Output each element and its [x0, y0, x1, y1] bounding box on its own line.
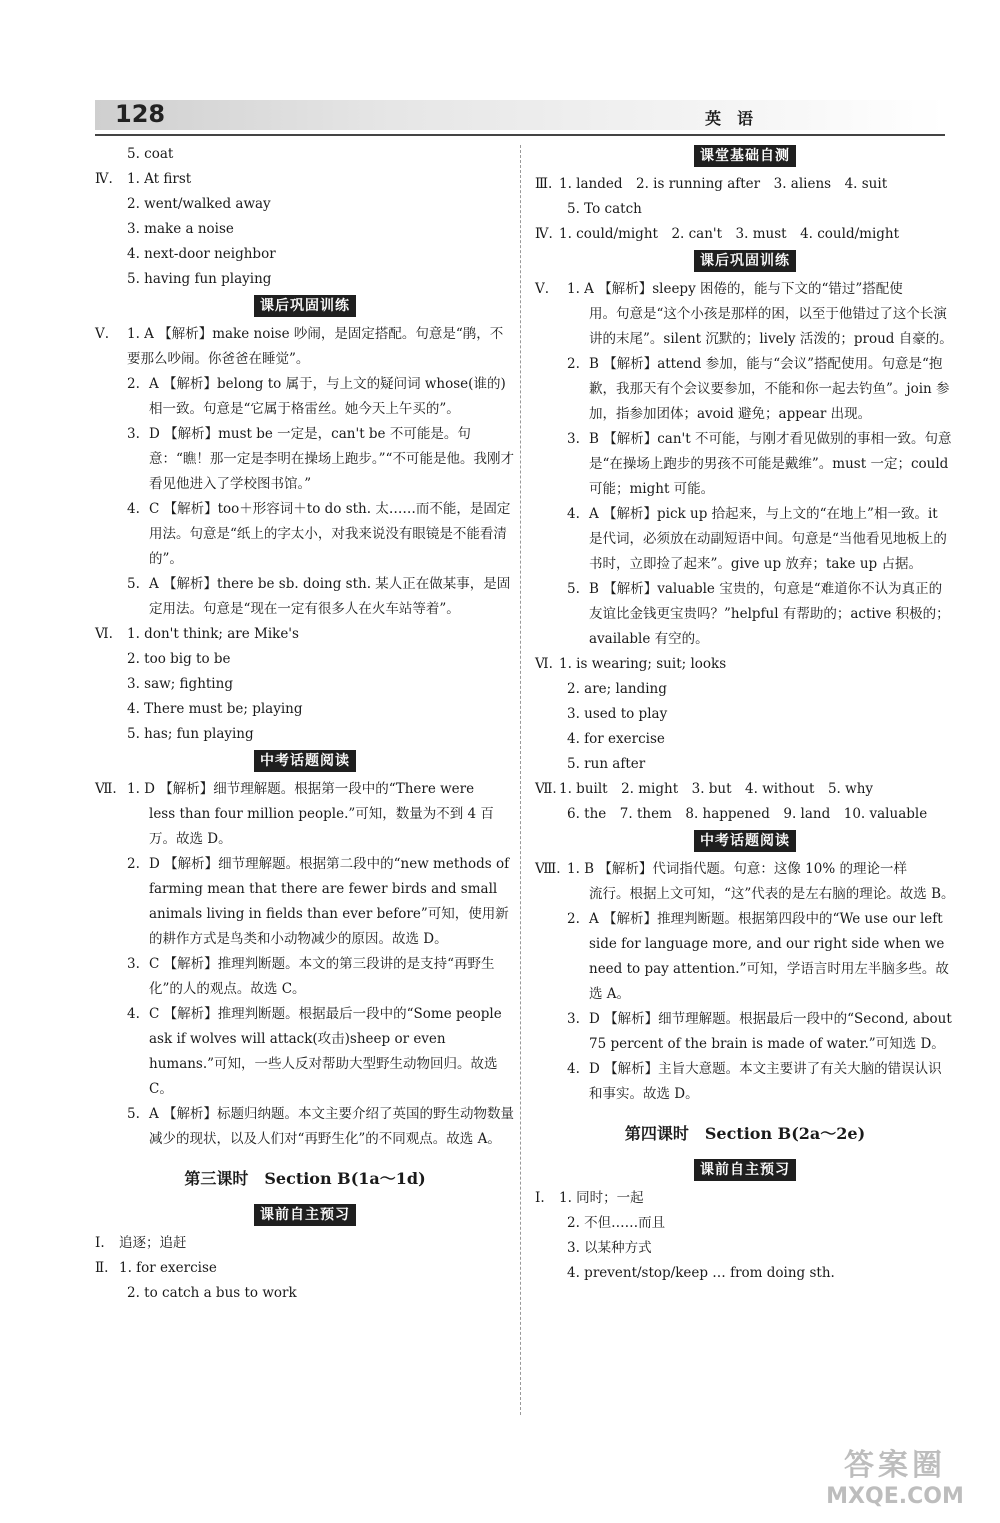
answer-item: 2. 不但……而且 — [567, 1215, 666, 1231]
answer-text: A 【解析】标题归纳题。本文主要介绍了英国的野生动物数量减少的现状，以及人们对“再野生化”的不同观点。故选 A。 — [149, 1106, 515, 1147]
lesson-title: 第三课时 Section B(1a～1d) — [184, 1169, 426, 1188]
answer-text: less than four million people.”可知，数量为不到 4 百万。故选 D。 — [149, 806, 494, 847]
roman-numeral: Ⅳ. — [95, 171, 113, 187]
answer-group-vi — [535, 652, 955, 677]
answer-line: 5. coat — [127, 146, 174, 162]
answer-block — [95, 802, 515, 852]
header-band — [95, 100, 945, 130]
left-column — [95, 142, 515, 1306]
answer-item: 1. At first — [127, 171, 192, 187]
section-heading: 课前自主预习 — [535, 1158, 955, 1183]
answer-text: 1. D 【解析】细节理解题。根据第一段中的“There were — [127, 781, 475, 797]
answer-block: 3. D 【解析】must be 一定是，can't be 不可能是。句意：“瞧！那一定是李明在操场上跑步。”“不可能是他。我刚才看见他进入了学校图书馆。” — [127, 426, 514, 492]
answer-block — [535, 277, 955, 302]
section-heading: 课后巩固训练 — [535, 249, 955, 274]
answer-text: 1. B 【解析】代词指代题。句意：这像 10% 的理论一样 — [567, 861, 907, 877]
answer-block: 2. D 【解析】细节理解题。根据第二段中的“new methods of farming mean that there are fewer birds and small animals living in fields than ever before”可知，使用新的耕作方式是鸟类和小动物减少的原因。故选 D。 — [127, 856, 510, 947]
header-rule — [95, 134, 945, 136]
answer-item: 6. the 7. them 8. happened 9. land 10. valuable — [567, 806, 928, 822]
roman-numeral: Ⅰ. — [535, 1190, 545, 1206]
answer-block: 3. C 【解析】推理判断题。本文的第三段讲的是支持“再野生化”的人的观点。故选 C。 — [127, 956, 495, 997]
answer-item: 3. used to play — [567, 706, 668, 722]
answer-block: 4. A 【解析】pick up 拾起来，与上文的“在地上”相一致。it 是代词，必须放在动副短语中间。句意是“当他看见地板上的书时，立即捡了起来”。give up 放弃；take up 占据。 — [567, 506, 947, 572]
answer-text: 用。句意是“这个小孩是那样的困，以至于他错过了这个长演讲的末尾”。silent 沉默的；lively 活泼的；proud 自豪的。 — [589, 306, 953, 347]
roman-numeral: Ⅴ. — [535, 281, 550, 297]
answer-block: 2. A 【解析】belong to 属于，与上文的疑问词 whose(谁的)相一致。句意是“它属于格雷丝。她今天上午买的”。 — [127, 376, 506, 417]
subject-title: 英语 — [705, 109, 770, 128]
answer-group-vii — [535, 777, 955, 802]
right-column — [535, 142, 955, 1286]
answer-block: 5. A 【解析】标题归纳题。本文主要介绍了英国的野生动物数量减少的现状，以及人们对“再野生化”的不同观点。故选 A。 — [127, 1106, 515, 1147]
answer-block — [95, 777, 515, 802]
answer-item: 2. went/walked away — [127, 196, 271, 212]
answer-text: D 【解析】细节理解题。根据最后一段中的“Second, about 75 percent of the brain is made of water.”可知选 D。 — [589, 1011, 952, 1052]
answer-item: 4. for exercise — [567, 731, 665, 747]
answer-block: 5. A 【解析】there be sb. doing sth. 某人正在做某事，是固定用法。句意是“现在一定有很多人在火车站等着”。 — [127, 576, 511, 617]
watermark-logo — [820, 1440, 970, 1509]
answer-text: A 【解析】belong to 属于，与上文的疑问词 whose(谁的)相一致。句意是“它属于格雷丝。她今天上午买的”。 — [149, 376, 506, 417]
answer-group-i — [535, 1186, 955, 1211]
answer-item: 2. are; landing — [567, 681, 667, 697]
answer-group-iv — [95, 167, 515, 192]
answer-text: 流行。根据上文可知，“这”代表的是左右脑的理论。故选 B。 — [589, 886, 955, 902]
answer-item: 4. prevent/stop/keep … from doing sth. — [567, 1265, 835, 1281]
answer-item: 4. There must be; playing — [127, 701, 303, 717]
answer-block: 3. B 【解析】can't 不可能，与刚才看见做别的事相一致。句意是“在操场上跑步的男孩不可能是戴维”。must 一定；could 可能；might 可能。 — [567, 431, 952, 497]
answer-text: B 【解析】valuable 宝贵的，句意是“难道你不认为真正的友谊比金钱更宝贵吗？”helpful 有帮助的；active 积极的；available 有空的。 — [589, 581, 950, 647]
section-heading: 中考话题阅读 — [95, 749, 515, 774]
answer-text: A 【解析】推理判断题。根据第四段中的“We use our left side for language more, and our right side when we need to pay attention.”可知，学语言时用左半脑多些。故选 A。 — [589, 911, 949, 1002]
answer-block: 5. B 【解析】valuable 宝贵的，句意是“难道你不认为真正的友谊比金钱更宝贵吗？”helpful 有帮助的；active 积极的；available 有空的。 — [567, 581, 950, 647]
answer-block: 2. B 【解析】attend 参加，能与“会议”搭配使用。句意是“抱歉，我那天有个会议要参加，不能和你一起去钓鱼”。join 参加，指参加团体；avoid 避免；appear 出现。 — [567, 356, 950, 422]
watermark-url: MXQE.COM — [826, 1484, 964, 1509]
answer-text: A 【解析】pick up 拾起来，与上文的“在地上”相一致。it 是代词，必须放在动副短语中间。句意是“当他看见地板上的书时，立即捡了起来”。give up 放弃；take up 占据。 — [589, 506, 947, 572]
lesson-title: 第四课时 Section B(2a～2e) — [624, 1124, 866, 1143]
answer-text: C 【解析】推理判断题。根据最后一段中的“Some people ask if wolves will attack(攻击)sheep or even humans.”可知，一些人反对帮助大型野生动物回归。故选 C。 — [149, 1006, 502, 1097]
roman-numeral: Ⅱ. — [95, 1260, 109, 1276]
answer-item: 5. To catch — [567, 201, 642, 217]
answer-group-ii — [95, 1256, 515, 1281]
answer-text: 1. A 【解析】sleepy 困倦的，能与下文的“错过”搭配使 — [567, 281, 903, 297]
answer-item: 1. 同时；一起 — [559, 1190, 644, 1206]
answer-item: 5. has; fun playing — [127, 726, 254, 742]
roman-numeral: Ⅵ. — [535, 656, 553, 672]
answer-item: 3. 以某种方式 — [567, 1240, 652, 1256]
section-heading: 课后巩固训练 — [95, 294, 515, 319]
roman-numeral: Ⅵ. — [95, 626, 113, 642]
answer-item: 1. could/might 2. can't 3. must 4. could/might — [559, 226, 900, 242]
roman-numeral: Ⅶ. — [95, 781, 117, 797]
watermark-text: 答案圈 — [844, 1448, 946, 1483]
answer-text: D 【解析】must be 一定是，can't be 不可能是。句意：“瞧！那一定是李明在操场上跑步。”“不可能是他。我刚才看见他进入了学校图书馆。” — [149, 426, 514, 492]
answer-group-i — [95, 1231, 515, 1256]
answer-group-vi — [95, 622, 515, 647]
answer-text: D 【解析】细节理解题。根据第二段中的“new methods of farming mean that there are fewer birds and small animals living in fields than ever before”可知，使用新的耕作方式是鸟类和小动物减少的原因。故选 D。 — [149, 856, 510, 947]
answer-text: A 【解析】there be sb. doing sth. 某人正在做某事，是固定用法。句意是“现在一定有很多人在火车站等着”。 — [149, 576, 511, 617]
answer-text: B 【解析】can't 不可能，与刚才看见做别的事相一致。句意是“在操场上跑步的男孩不可能是戴维”。must 一定；could 可能；might 可能。 — [589, 431, 952, 497]
answer-item: 5. having fun playing — [127, 271, 272, 287]
answer-block — [535, 882, 955, 907]
answer-item: 追逐；追赶 — [119, 1235, 187, 1251]
column-divider — [520, 145, 521, 1415]
answer-text: D 【解析】主旨大意题。本文主要讲了有关大脑的错误认识和事实。故选 D。 — [589, 1061, 942, 1102]
roman-numeral: Ⅲ. — [535, 176, 553, 192]
roman-numeral: Ⅰ. — [95, 1235, 105, 1251]
answer-text: B 【解析】attend 参加，能与“会议”搭配使用。句意是“抱歉，我那天有个会议要参加，不能和你一起去钓鱼”。join 参加，指参加团体；avoid 避免；appear 出现。 — [589, 356, 950, 422]
answer-item: 5. run after — [567, 756, 646, 772]
answer-block: 4. C 【解析】too＋形容词＋to do sth. 太……而不能，是固定用法。句意是“纸上的字太小，对我来说没有眼镜是不能看清的”。 — [127, 501, 511, 567]
roman-numeral: Ⅴ. — [95, 326, 110, 342]
roman-numeral: Ⅶ. — [535, 781, 557, 797]
roman-numeral: Ⅳ. — [535, 226, 553, 242]
answer-block: 3. D 【解析】细节理解题。根据最后一段中的“Second, about 75 percent of the brain is made of water.”可知选 D。 — [567, 1011, 952, 1052]
answer-block — [95, 322, 515, 372]
answer-item: 1. for exercise — [119, 1260, 217, 1276]
answer-item: 3. saw; fighting — [127, 676, 233, 692]
answer-item: 4. next-door neighbor — [127, 246, 276, 262]
answer-text: 1. A 【解析】make noise 吵闹，是固定搭配。句意是“鹃，不要那么吵闹。你爸爸在睡觉”。 — [127, 326, 504, 367]
answer-item: 1. landed 2. is running after 3. aliens 4. suit — [559, 176, 888, 192]
section-heading: 课堂基础自测 — [535, 144, 955, 169]
section-heading: 中考话题阅读 — [535, 829, 955, 854]
page-number: 128 — [115, 100, 166, 128]
answer-block: 4. C 【解析】推理判断题。根据最后一段中的“Some people ask if wolves will attack(攻击)sheep or even humans.”可知，一些人反对帮助大型野生动物回归。故选 C。 — [127, 1006, 502, 1097]
answer-item: 1. is wearing; suit; looks — [559, 656, 727, 672]
answer-item: 3. make a noise — [127, 221, 234, 237]
answer-group-iv — [535, 222, 955, 247]
answer-block — [535, 302, 955, 352]
answer-block: 4. D 【解析】主旨大意题。本文主要讲了有关大脑的错误认识和事实。故选 D。 — [567, 1061, 942, 1102]
answer-item: 1. built 2. might 3. but 4. without 5. why — [559, 781, 874, 797]
section-heading: 课前自主预习 — [95, 1203, 515, 1228]
answer-group-iii — [535, 172, 955, 197]
answer-item: 1. don't think; are Mike's — [127, 626, 299, 642]
answer-text: C 【解析】too＋形容词＋to do sth. 太……而不能，是固定用法。句意是“纸上的字太小，对我来说没有眼镜是不能看清的”。 — [149, 501, 511, 567]
answer-item: 2. to catch a bus to work — [127, 1285, 297, 1301]
answer-text: C 【解析】推理判断题。本文的第三段讲的是支持“再野生化”的人的观点。故选 C。 — [149, 956, 495, 997]
answer-item: 2. too big to be — [127, 651, 231, 667]
answer-block — [535, 857, 955, 882]
roman-numeral: Ⅷ. — [535, 861, 561, 877]
answer-block: 2. A 【解析】推理判断题。根据第四段中的“We use our left side for language more, and our right side when we need to pay attention.”可知，学语言时用左半脑多些。故选 A。 — [567, 911, 949, 1002]
